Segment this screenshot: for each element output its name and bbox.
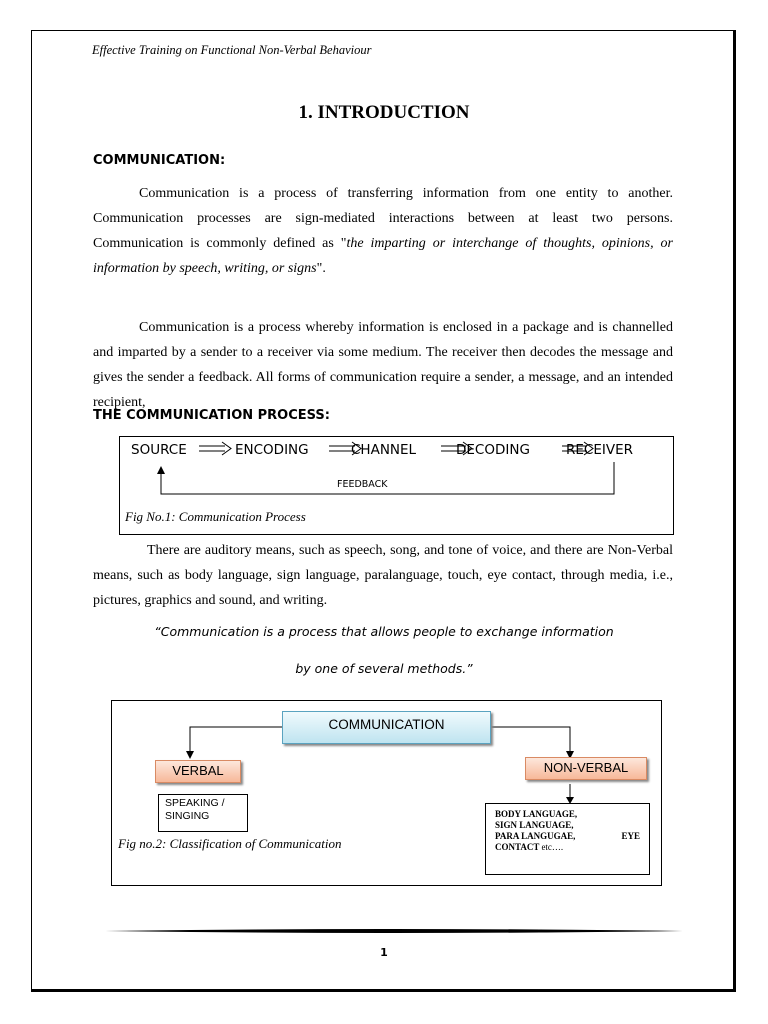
paragraph-3-text: There are auditory means, such as speech, song, and tone of voice, and there are Non-Verbal means, such as body language, sign language, paralanguage, touch, eye contact, through media, i.e., pictures, graphics and sound, and writing. [93, 543, 673, 608]
quote-line-1: “Communication is a process that allows people to exchange information [154, 624, 614, 639]
node-nonverbal-examples [485, 803, 650, 875]
singing-label: SINGING [165, 810, 210, 822]
paragraph-1-definition: the imparting or interchange of thoughts, opinions, or information by speech, writing, or signs [93, 236, 674, 276]
node-verbal: VERBAL [155, 760, 241, 783]
flow-channel: CHANNEL [351, 442, 417, 458]
figure-1-caption: Fig No.1: Communication Process [125, 509, 306, 524]
example-eye: EYE [621, 831, 640, 841]
example-body-language: BODY LANGUAGE, [495, 809, 578, 819]
running-header: Effective Training on Functional Non-Verbal Behaviour [92, 43, 372, 57]
section-heading-communication: COMMUNICATION: [93, 153, 226, 168]
flow-receiver: RECEIVER [566, 442, 633, 458]
connector-left [190, 727, 282, 752]
paragraph-1-text: Communication is a process of transferring information from one entity to another. Communication processes are sign-mediated interactions between at least two persons. Communication is commonly defined as " [93, 186, 673, 251]
flow-decoding: DECODING [456, 442, 530, 458]
footer-rule [105, 927, 683, 935]
example-etc: etc…. [541, 842, 564, 852]
node-communication: COMMUNICATION [282, 711, 491, 744]
figure-2-caption: Fig no.2: Classification of Communication [118, 836, 342, 851]
connector-right [491, 727, 570, 752]
flow-encoding: ENCODING [235, 442, 309, 458]
example-sign-language: SIGN LANGUAGE, [495, 820, 574, 830]
paragraph-2-text: Communication is a process whereby information is enclosed in a package and is channelled and imparted by a sender to a receiver via some medium. The receiver then decodes the message and gives the sender a feedback. All forms of communication require a sender, a message, and an intended recipient, [93, 320, 673, 410]
quote-line-2: by one of several methods.” [295, 661, 473, 676]
feedback-label: FEEDBACK [337, 479, 388, 490]
arrowhead-left-icon [186, 751, 194, 759]
node-speaking-singing [158, 794, 248, 832]
node-non-verbal: NON-VERBAL [525, 757, 647, 780]
example-contact: CONTACT [495, 842, 540, 852]
example-para-language-row [495, 831, 640, 842]
page-number: 1 [380, 946, 388, 959]
example-para-language: PARA LANGUGAE, [495, 831, 576, 841]
paragraph-1-end: ". [316, 261, 326, 276]
page-title: 1. INTRODUCTION [298, 102, 470, 123]
section-heading-process: THE COMMUNICATION PROCESS: [93, 408, 330, 423]
example-contact-row [495, 842, 640, 853]
speaking-label: SPEAKING / [165, 797, 225, 809]
flow-source: SOURCE [131, 442, 187, 458]
